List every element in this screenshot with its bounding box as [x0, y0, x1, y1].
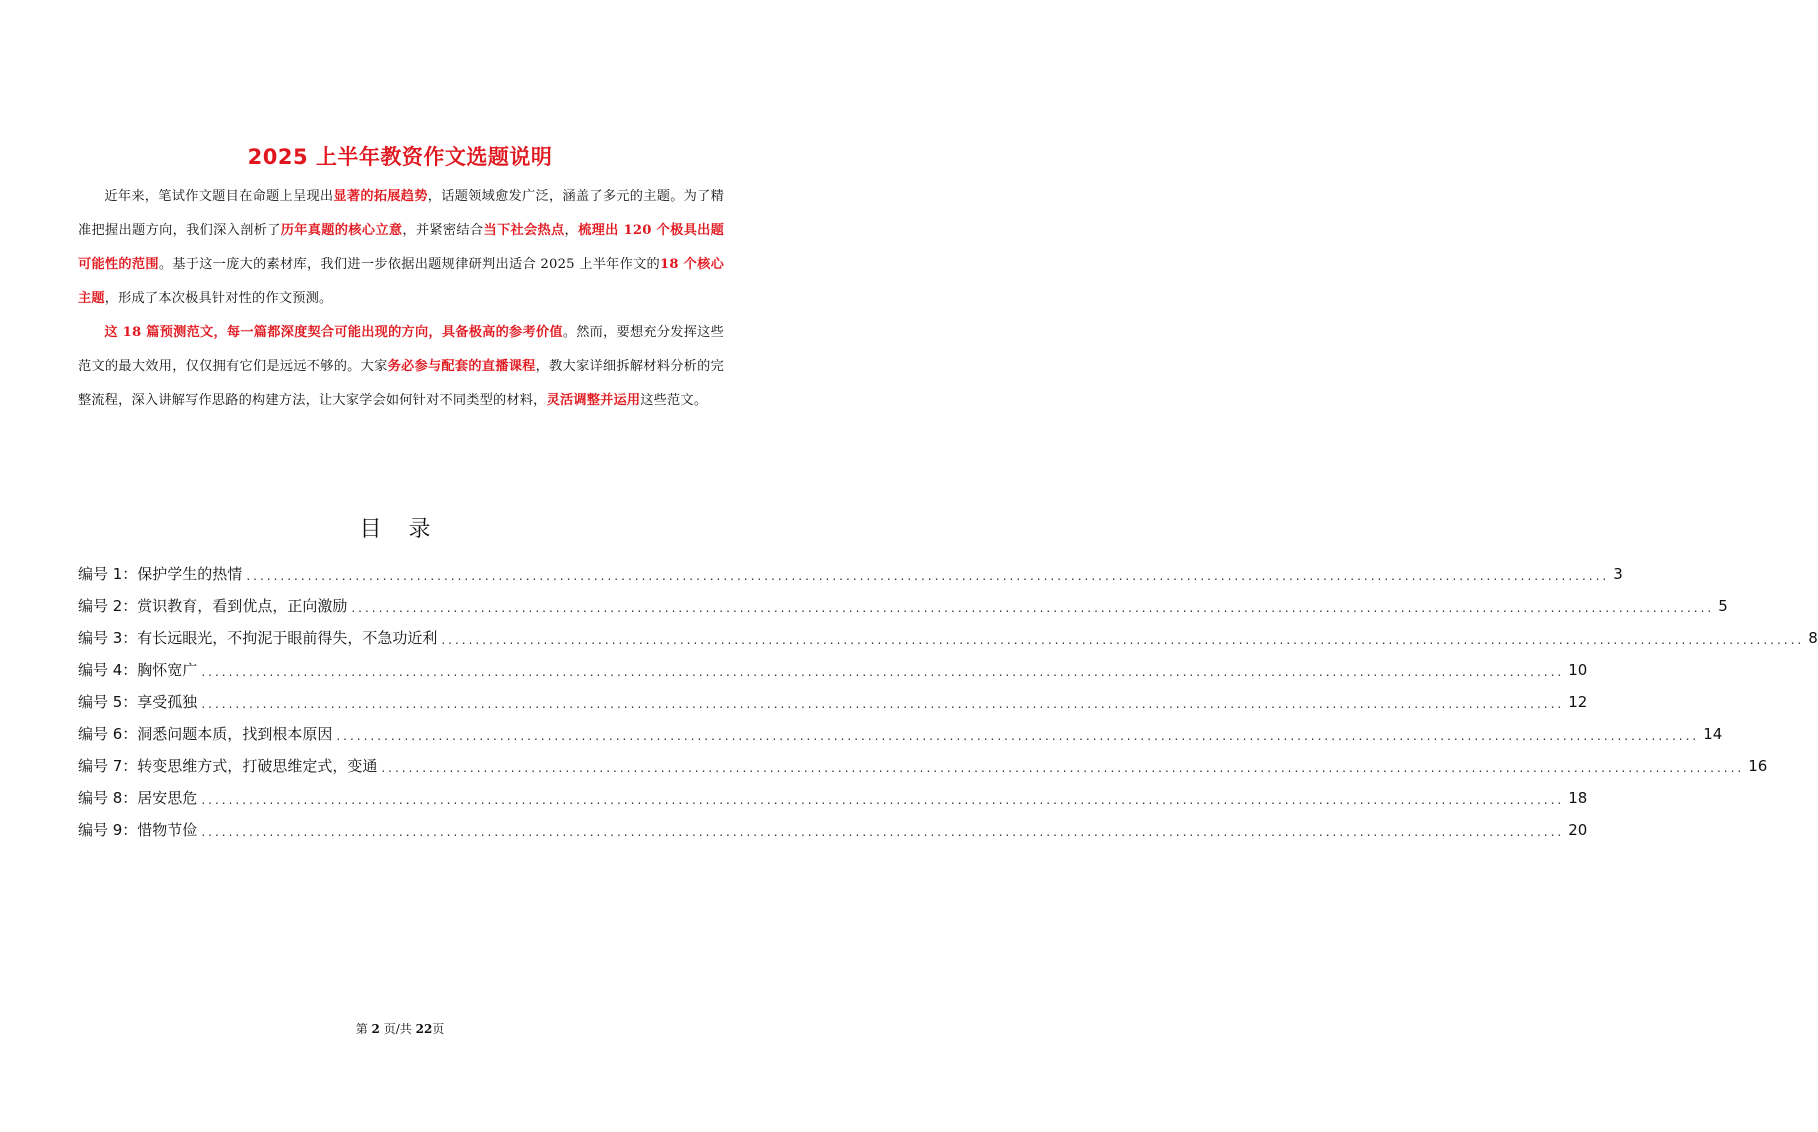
toc-dot-leader: ........................................................................................................................................................................................................	[201, 825, 1565, 839]
table-of-contents	[78, 553, 1818, 841]
highlight-text: 务必参与配套的直播课程	[387, 359, 536, 374]
page-footer	[0, 1020, 800, 1037]
toc-entry[interactable]	[78, 553, 1623, 585]
body-text: ，并紧密结合	[402, 223, 484, 238]
toc-entry-label: 编号 2：赏识教育，看到优点，正向激励	[78, 597, 348, 615]
toc-entry-label: 编号 1：保护学生的热情	[78, 565, 243, 583]
toc-entry-page-number: 12	[1568, 693, 1588, 711]
highlight-text: 灵活调整并运用	[546, 393, 641, 408]
toc-dot-leader: ........................................................................................................................................................................................................	[381, 761, 1745, 775]
toc-title: 目 录	[359, 517, 441, 542]
toc-entry-label: 编号 9：惜物节俭	[78, 821, 198, 839]
toc-entry-label: 编号 3：有长远眼光，不拘泥于眼前得失，不急功近利	[78, 629, 438, 647]
highlight-text: 18 个核心主题	[78, 257, 724, 306]
body-text: 。基于这一庞大的素材库，我们进一步依据出题规律研判出适合 2025 上半年作文的	[158, 257, 661, 272]
toc-entry-page-number: 10	[1568, 661, 1588, 679]
footer-prefix: 第	[355, 1022, 368, 1036]
toc-dot-leader: ........................................................................................................................................................................................................	[246, 569, 1610, 583]
body-text: ，	[564, 223, 579, 238]
body-text: ，形成了本次极具针对性的作文预测。	[104, 291, 333, 306]
toc-entry-label: 编号 6：洞悉问题本质，找到根本原因	[78, 725, 333, 743]
toc-entry[interactable]	[78, 617, 1818, 649]
toc-dot-leader: ........................................................................................................................................................................................................	[201, 793, 1565, 807]
document-title: 2025 上半年教资作文选题说明	[247, 145, 553, 169]
highlight-text: 历年真题的核心立意	[280, 223, 403, 238]
highlight-text: 梳理出 120 个极具出题可能性的范围	[78, 223, 725, 272]
body-text: ，话题领域愈发广泛，涵盖了多元的主题。为了精准把握出题方向，我们深入剖析了	[78, 189, 724, 238]
toc-entry-label: 编号 5：享受孤独	[78, 693, 198, 711]
highlight-text: 当下社会热点	[483, 223, 565, 238]
toc-entry-page-number: 3	[1613, 565, 1623, 583]
intro-section	[78, 180, 724, 418]
toc-entry-page-number: 8	[1808, 629, 1818, 647]
toc-entry[interactable]	[78, 585, 1728, 617]
footer-current-page: 2	[371, 1022, 380, 1036]
intro-paragraph-1	[78, 180, 724, 316]
body-text: 近年来，笔试作文题目在命题上呈现出	[104, 189, 334, 204]
body-text: 这些范文。	[640, 393, 708, 408]
toc-entry-page-number: 20	[1568, 821, 1588, 839]
toc-entry-page-number: 18	[1568, 789, 1588, 807]
toc-entry[interactable]	[78, 713, 1723, 745]
toc-entry-page-number: 5	[1718, 597, 1728, 615]
toc-entry[interactable]	[78, 809, 1588, 841]
toc-entry-label: 编号 4：胸怀宽广	[78, 661, 198, 679]
toc-dot-leader: ........................................................................................................................................................................................................	[201, 697, 1565, 711]
toc-dot-leader: ........................................................................................................................................................................................................	[351, 601, 1715, 615]
toc-entry[interactable]	[78, 649, 1588, 681]
toc-dot-leader: ........................................................................................................................................................................................................	[336, 729, 1700, 743]
toc-entry-page-number: 16	[1748, 757, 1768, 775]
toc-entry[interactable]	[78, 681, 1588, 713]
toc-entry-page-number: 14	[1703, 725, 1723, 743]
body-text: ，教大家详细拆解材料分析的完整流程，深入讲解写作思路的构建方法，让大家学会如何针对不同类型的材料，	[78, 359, 724, 408]
highlight-text: 显著的拓展趋势	[333, 189, 428, 204]
footer-suffix: 页	[432, 1022, 445, 1036]
highlight-text: 这 18 篇预测范文，每一篇都深度契合可能出现的方向，具备极高的参考价值	[104, 325, 563, 340]
toc-entry-label: 编号 8：居安思危	[78, 789, 198, 807]
toc-entry[interactable]	[78, 777, 1588, 809]
intro-paragraph-2	[78, 316, 724, 418]
toc-entry-label: 编号 7：转变思维方式，打破思维定式，变通	[78, 757, 378, 775]
toc-entry[interactable]	[78, 745, 1768, 777]
toc-dot-leader: ........................................................................................................................................................................................................	[201, 665, 1565, 679]
body-text: 。然而，要想充分发挥这些范文的最大效用，仅仅拥有它们是远远不够的。大家	[78, 325, 725, 374]
footer-middle: 页/共	[383, 1022, 412, 1036]
toc-dot-leader: ........................................................................................................................................................................................................	[441, 633, 1805, 647]
footer-total-pages: 22	[415, 1022, 433, 1036]
